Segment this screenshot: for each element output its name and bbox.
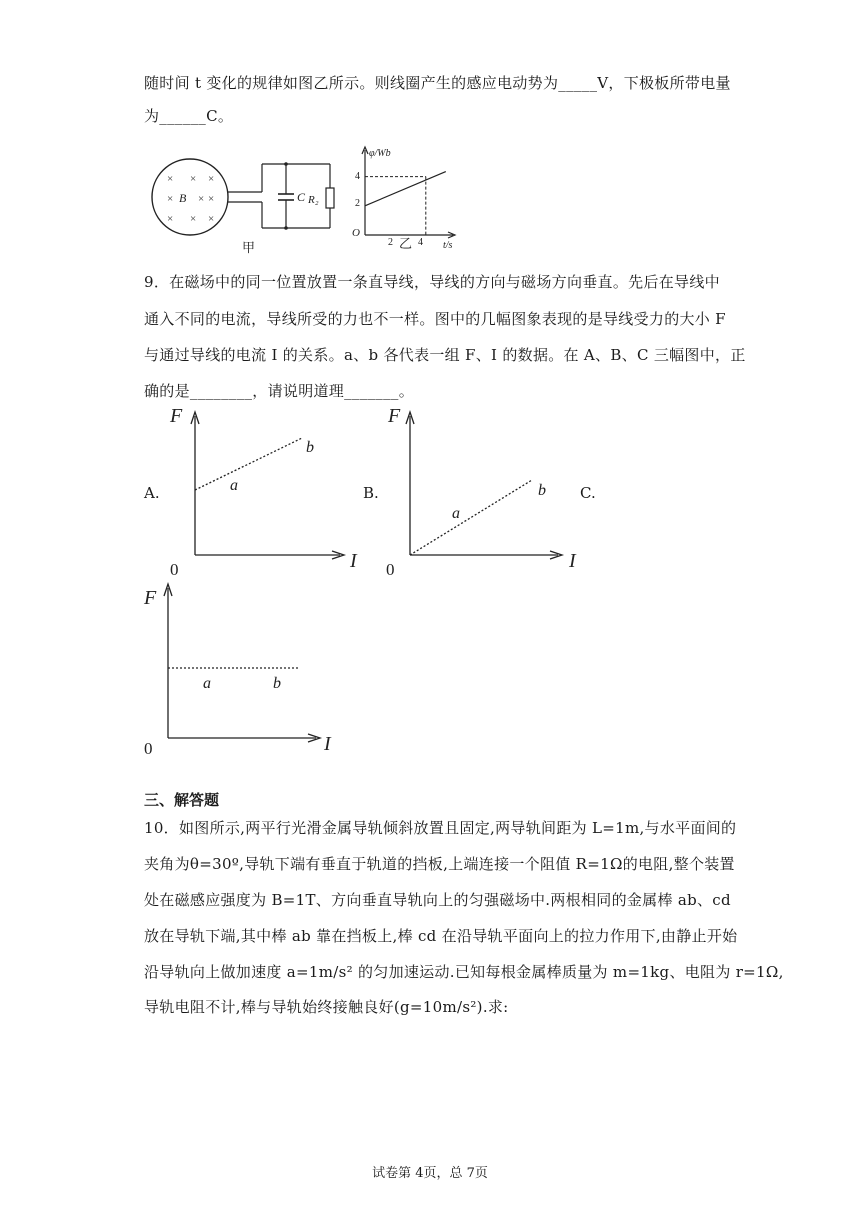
option-a-label: A.: [144, 484, 160, 502]
plot-area: [365, 172, 446, 235]
data-line-a: [195, 438, 302, 490]
section-heading: 三、解答题: [144, 791, 220, 809]
figure-jia-caption: 甲: [242, 240, 256, 255]
svg-text:×: ×: [208, 173, 215, 185]
graph-option-a: [160, 400, 370, 580]
q9-line-2: 通入不同的电流，导线所受的力也不一样。图中的几幅图象表现的是导线受力的大小 F: [144, 310, 726, 328]
y-tick-4: 4: [355, 171, 360, 182]
resistor-r2: [326, 188, 334, 208]
q8-line-1: 随时间 t 变化的规律如图乙所示。则线圈产生的感应电动势为_____V，下极板所带电量: [144, 74, 731, 92]
svg-text:×: ×: [190, 213, 197, 225]
f-axis-label: F: [144, 587, 157, 609]
data-line-b: [410, 480, 532, 555]
q9-line-3: 与通过导线的电流 I 的关系。a、b 各代表一组 F、I 的数据。在 A、B、C 三幅图中，正: [144, 346, 746, 364]
figure-yi-graph: [345, 142, 460, 250]
y-axis-label: φ/Wb: [369, 148, 391, 159]
point-b-label: b: [306, 439, 314, 456]
i-axis-label: I: [569, 550, 576, 572]
x-tick-2: 2: [388, 237, 393, 248]
graph-option-b: [380, 400, 590, 580]
f-axis-label: F: [170, 405, 183, 427]
svg-text:×: ×: [190, 173, 197, 185]
q10-line-4: 放在导轨下端,其中棒 ab 靠在挡板上,棒 cd 在沿导轨平面向上的拉力作用下,由静止开始: [144, 927, 738, 945]
origin-label: 0: [170, 560, 179, 579]
figure-yi-caption: 乙: [399, 236, 413, 250]
page-footer: 试卷第 4页，总 7页: [372, 1166, 488, 1181]
i-axis-label: I: [350, 550, 357, 572]
q10-line-3: 处在磁感应强度为 B=1T、方向垂直导轨向上的匀强磁场中.两根相同的金属棒 ab、cd: [144, 891, 731, 909]
resistor-label: R₂: [308, 194, 319, 206]
graph-option-c: [140, 578, 350, 760]
point-b-label: b: [273, 675, 281, 692]
svg-text:×: ×: [167, 173, 174, 185]
point-a-label: a: [452, 505, 460, 522]
option-c-label: C.: [580, 484, 596, 502]
q10-line-2: 夹角为θ=30º,导轨下端有垂直于轨道的挡板,上端连接一个阻值 R=1Ω的电阻,整个装置: [144, 855, 735, 873]
x-axis-label: t/s: [443, 240, 453, 250]
f-axis-label: F: [388, 405, 401, 427]
y-tick-2: 2: [355, 198, 360, 209]
q8-line-2: 为______C。: [144, 107, 234, 125]
svg-text:×: ×: [167, 213, 174, 225]
q9-line-1: 9．在磁场中的同一位置放置一条直导线，导线的方向与磁场方向垂直。先后在导线中: [144, 273, 720, 291]
q9-line-4: 确的是________，请说明道理_______。: [144, 382, 415, 400]
q10-line-6: 导轨电阻不计,棒与导轨始终接触良好(g=10m/s²).求:: [144, 998, 509, 1016]
q10-line-5: 沿导轨向上做加速度 a=1m/s² 的匀加速运动.已知每根金属棒质量为 m=1kg、电阻为 r=1Ω,: [144, 963, 784, 981]
svg-text:×: ×: [208, 193, 215, 205]
origin-label: 0: [144, 739, 153, 758]
svg-text:×: ×: [198, 193, 205, 205]
point-a-label: a: [230, 477, 238, 494]
i-axis-label: I: [324, 733, 331, 755]
svg-text:×: ×: [208, 213, 215, 225]
origin-label: 0: [386, 560, 395, 579]
q10-line-1: 10．如图所示,两平行光滑金属导轨倾斜放置且固定,两导轨间距为 L=1m,与水平面间的: [144, 819, 737, 837]
field-x-marks: [167, 173, 214, 225]
capacitor-label: C: [297, 190, 306, 204]
x-tick-4: 4: [418, 237, 423, 248]
point-b-label: b: [538, 482, 546, 499]
svg-text:×: ×: [167, 193, 174, 205]
origin-label: O: [352, 227, 360, 239]
point-a-label: a: [203, 675, 211, 692]
b-field-label: B: [179, 191, 187, 205]
option-b-label: B.: [363, 484, 379, 502]
figure-jia-circuit: [150, 150, 340, 256]
